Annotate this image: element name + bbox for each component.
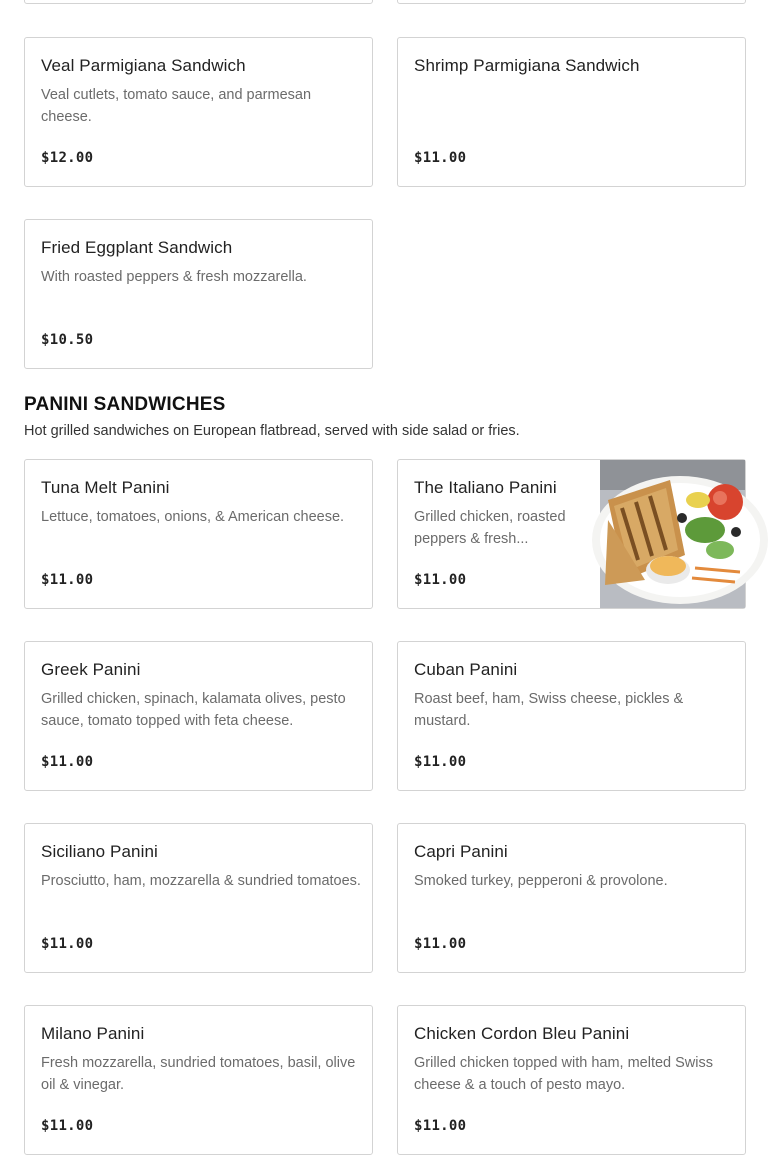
item-description: Roast beef, ham, Swiss cheese, pickles & mustard. bbox=[414, 691, 684, 729]
panini-plate-photo[interactable] bbox=[600, 460, 745, 608]
item-price: $11.00 bbox=[414, 150, 467, 166]
item-price: $11.00 bbox=[41, 754, 94, 770]
item-name: Greek Panini bbox=[41, 660, 141, 679]
item-name: Cuban Panini bbox=[414, 660, 518, 679]
section-description: Hot grilled sandwiches on European flatbread, served with side salad or fries. bbox=[24, 423, 520, 439]
item-name: Shrimp Parmigiana Sandwich bbox=[414, 56, 640, 75]
item-description: Fresh mozzarella, sundried tomatoes, basil, olive oil & vinegar. bbox=[41, 1055, 356, 1093]
item-description: Prosciutto, ham, mozzarella & sundried tomatoes. bbox=[41, 873, 361, 889]
item-name: The Italiano Panini bbox=[414, 478, 557, 497]
item-description: With roasted peppers & fresh mozzarella. bbox=[41, 269, 307, 285]
menu-item-card[interactable] bbox=[24, 641, 373, 791]
menu-item-card-partial[interactable] bbox=[24, 0, 373, 4]
item-price: $10.50 bbox=[41, 332, 94, 348]
item-price: $11.00 bbox=[41, 1118, 94, 1134]
menu-item-card[interactable] bbox=[24, 37, 373, 187]
item-name: Tuna Melt Panini bbox=[41, 478, 170, 497]
item-name: Milano Panini bbox=[41, 1024, 145, 1043]
item-price: $11.00 bbox=[414, 754, 467, 770]
item-description: Lettuce, tomatoes, onions, & American cheese. bbox=[41, 509, 345, 525]
menu-item-card[interactable] bbox=[397, 459, 746, 609]
item-price: $12.00 bbox=[41, 150, 94, 166]
menu-item-card[interactable] bbox=[24, 1005, 373, 1155]
item-price: $11.00 bbox=[414, 572, 467, 588]
menu-item-card[interactable] bbox=[24, 459, 373, 609]
item-description: Grilled chicken, roasted peppers & fresh... bbox=[414, 509, 566, 547]
item-price: $11.00 bbox=[414, 936, 467, 952]
item-description: Smoked turkey, pepperoni & provolone. bbox=[414, 873, 668, 889]
menu-item-card[interactable] bbox=[24, 219, 373, 369]
item-price: $11.00 bbox=[41, 572, 94, 588]
item-description: Grilled chicken topped with ham, melted Swiss cheese & a touch of pesto mayo. bbox=[414, 1055, 713, 1093]
item-name: Chicken Cordon Bleu Panini bbox=[414, 1024, 630, 1043]
menu-item-card[interactable] bbox=[397, 641, 746, 791]
item-price: $11.00 bbox=[41, 936, 94, 952]
item-name: Veal Parmigiana Sandwich bbox=[41, 56, 246, 75]
menu-item-card[interactable] bbox=[397, 823, 746, 973]
item-description: Grilled chicken, spinach, kalamata olives, pesto sauce, tomato topped with feta cheese. bbox=[41, 691, 346, 729]
menu-item-card[interactable] bbox=[24, 823, 373, 973]
item-name: Siciliano Panini bbox=[41, 842, 158, 861]
item-name: Fried Eggplant Sandwich bbox=[41, 238, 233, 257]
menu-item-card-partial[interactable] bbox=[397, 0, 746, 4]
section-title: PANINI SANDWICHES bbox=[24, 394, 226, 415]
item-name: Capri Panini bbox=[414, 842, 508, 861]
menu-item-card[interactable] bbox=[397, 37, 746, 187]
menu-item-card[interactable] bbox=[397, 1005, 746, 1155]
item-description: Veal cutlets, tomato sauce, and parmesan cheese. bbox=[41, 87, 312, 125]
item-price: $11.00 bbox=[414, 1118, 467, 1134]
